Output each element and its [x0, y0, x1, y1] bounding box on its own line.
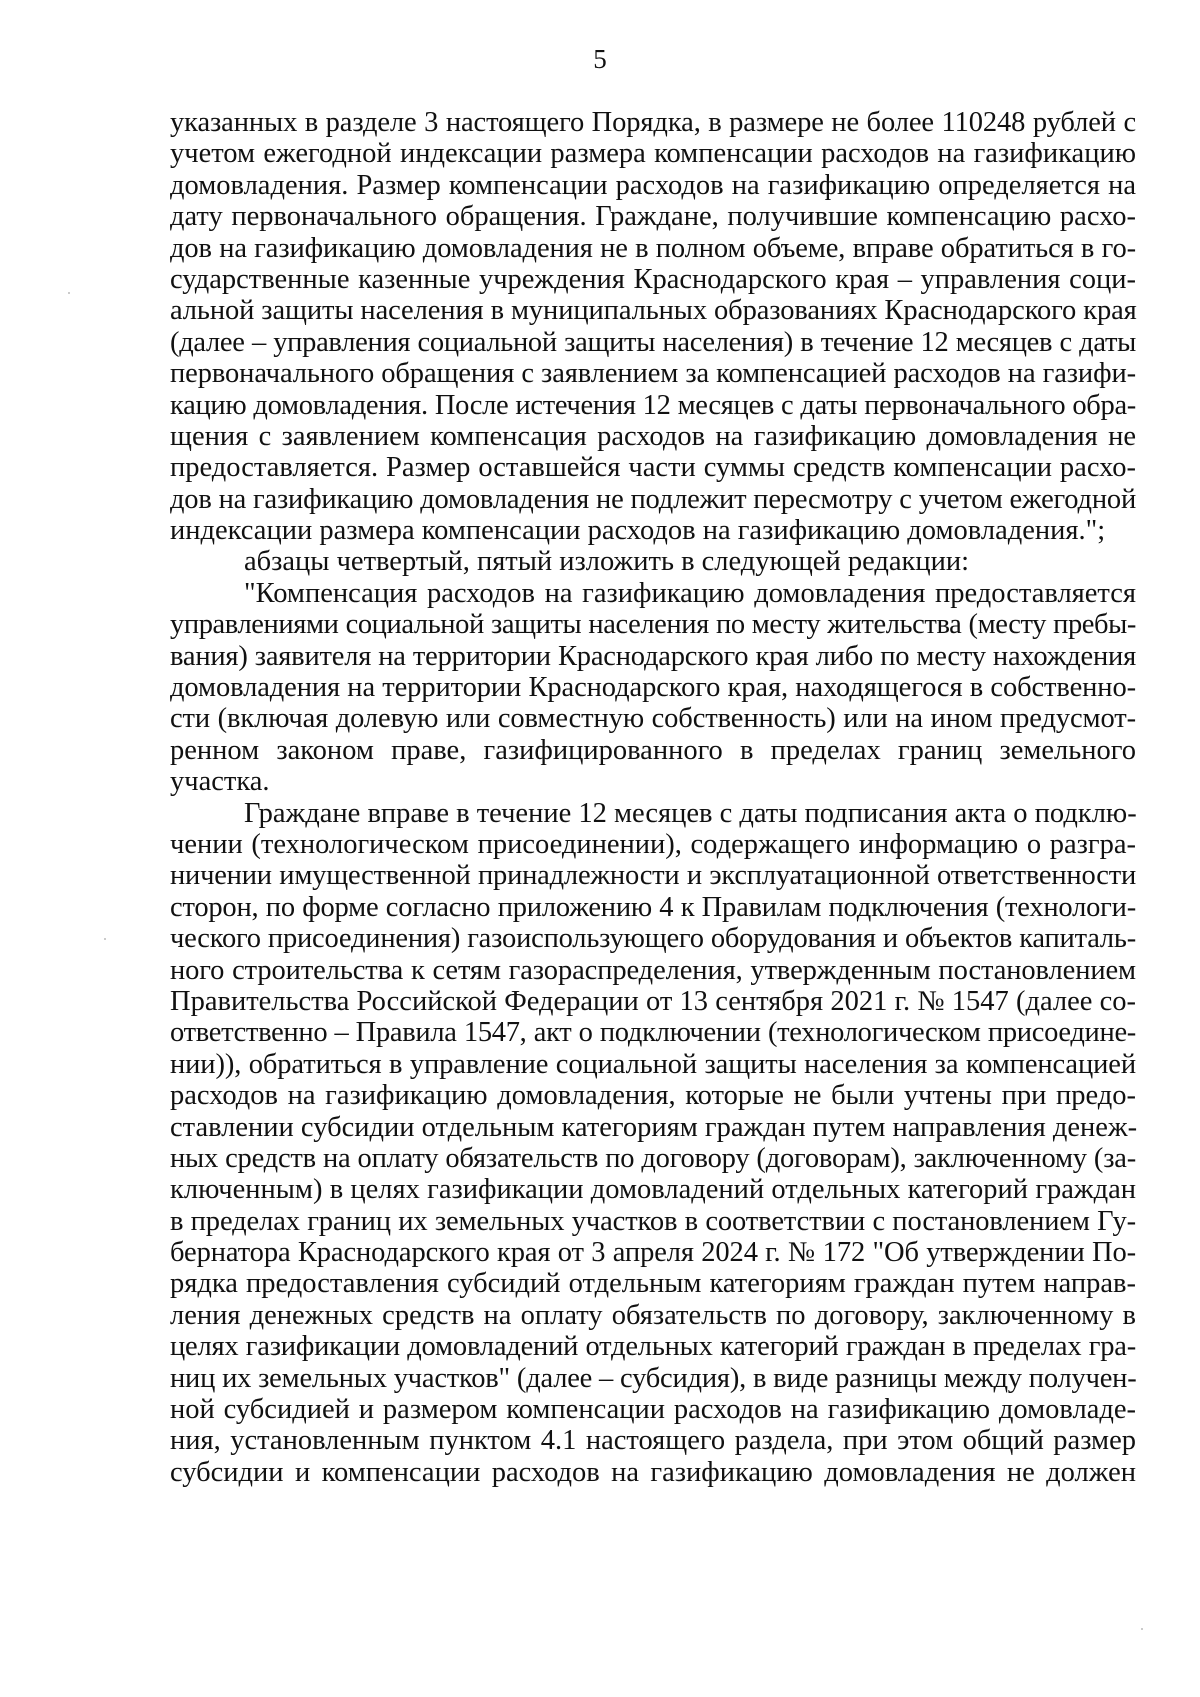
text-line: домовладения на территории Краснодарского края, находящегося в собственно- — [170, 672, 1136, 704]
text-line: расходов на газификацию домовладения, которые не были учтены при предо- — [170, 1080, 1136, 1112]
text-line: участка. — [170, 766, 270, 798]
scan-speck — [68, 292, 70, 294]
scan-speck — [104, 938, 106, 940]
text-line: в пределах границ их земельных участков в соответствии с постановлением Гу- — [170, 1205, 1136, 1237]
text-line: ключенным) в целях газификации домовладений отдельных категорий граждан — [170, 1174, 1136, 1206]
page-number: 5 — [593, 44, 607, 74]
text-line: Граждане вправе в течение 12 месяцев с даты подписания акта о подклю- — [244, 797, 1137, 829]
text-line: ставлении субсидии отдельным категориям граждан путем направления денеж- — [170, 1111, 1138, 1143]
document-body — [170, 107, 1136, 1488]
text-line: ниц их земельных участков" (далее – субсидия), в виде разницы между получен- — [170, 1362, 1137, 1394]
text-line: сударственные казенные учреждения Краснодарского края – управления соци- — [170, 263, 1136, 295]
text-line: кацию домовладения. После истечения 12 месяцев с даты первоначального обра- — [170, 389, 1136, 421]
text-line: нии)), обратиться в управление социальной защиты населения за компенсацией — [170, 1048, 1136, 1080]
text-line: щения с заявлением компенсация расходов на газификацию домовладения не — [170, 420, 1136, 452]
text-line: указанных в разделе 3 настоящего Порядка, в размере не более 110248 рублей с — [170, 107, 1136, 138]
text-line: целях газификации домовладений отдельных категорий граждан в пределах гра- — [170, 1331, 1136, 1363]
text-line: "Компенсация расходов на газификацию домовладения предоставляется — [244, 577, 1136, 609]
text-line: Правительства Российской Федерации от 13 сентября 2021 г. № 1547 (далее со- — [170, 985, 1136, 1017]
text-line: дов на газификацию домовладения не подлежит пересмотру с учетом ежегодной — [170, 483, 1136, 515]
text-line: субсидии и компенсации расходов на газификацию домовладения не должен — [170, 1456, 1136, 1488]
text-line: рядка предоставления субсидий отдельным категориям граждан путем направ- — [170, 1268, 1136, 1300]
text-line: дов на газификацию домовладения не в полном объеме, вправе обратиться в го- — [170, 232, 1136, 264]
text-line: ния, установленным пунктом 4.1 настоящего раздела, при этом общий размер — [170, 1425, 1136, 1457]
text-line: альной защиты населения в муниципальных образованиях Краснодарского края — [170, 295, 1137, 327]
text-line: ческого присоединения) газоиспользующего оборудования и объектов капиталь- — [170, 923, 1136, 955]
text-line: абзацы четвертый, пятый изложить в следующей редакции: — [244, 546, 970, 578]
text-line: вания) заявителя на территории Краснодарского края либо по месту нахождения — [170, 640, 1136, 672]
text-line: ренном законом праве, газифицированного в пределах границ земельного — [170, 734, 1136, 766]
scan-speck — [1141, 1628, 1143, 1630]
text-line: ничении имущественной принадлежности и эксплуатационной ответственности — [170, 860, 1136, 892]
text-line: дату первоначального обращения. Граждане, получившие компенсацию расхо- — [170, 201, 1136, 233]
text-line: бернатора Краснодарского края от 3 апреля 2024 г. № 172 "Об утверждении По- — [170, 1237, 1136, 1269]
text-line: первоначального обращения с заявлением за компенсацией расходов на газифи- — [170, 358, 1136, 390]
text-line: чении (технологическом присоединении), содержащего информацию о разгра- — [170, 828, 1136, 860]
text-line: (далее – управления социальной защиты населения) в течение 12 месяцев с даты — [170, 326, 1136, 358]
text-line: домовладения. Размер компенсации расходов на газификацию определяется на — [170, 169, 1136, 201]
text-line: сти (включая долевую или совместную собственность) или на ином предусмот- — [170, 703, 1136, 735]
text-line: предоставляется. Размер оставшейся части суммы средств компенсации расхо- — [170, 452, 1136, 484]
text-line: ответственно – Правила 1547, акт о подключении (технологическом присоедине- — [170, 1017, 1136, 1049]
text-line: ных средств на оплату обязательств по договору (договорам), заключенному (за- — [170, 1142, 1136, 1174]
text-line: сторон, по форме согласно приложению 4 к Правилам подключения (технологи- — [170, 891, 1136, 923]
text-line: индексации размера компенсации расходов на газификацию домовладения."; — [170, 515, 1106, 547]
text-line: управлениями социальной защиты населения по месту жительства (месту пребы- — [170, 609, 1136, 641]
text-line: ной субсидией и размером компенсации расходов на газификацию домовладе- — [170, 1394, 1136, 1426]
text-line: ления денежных средств на оплату обязательств по договору, заключенному в — [170, 1299, 1136, 1331]
text-line: ного строительства к сетям газораспределения, утвержденным постановлением — [170, 954, 1136, 986]
text-line: учетом ежегодной индексации размера компенсации расходов на газификацию — [170, 138, 1136, 170]
